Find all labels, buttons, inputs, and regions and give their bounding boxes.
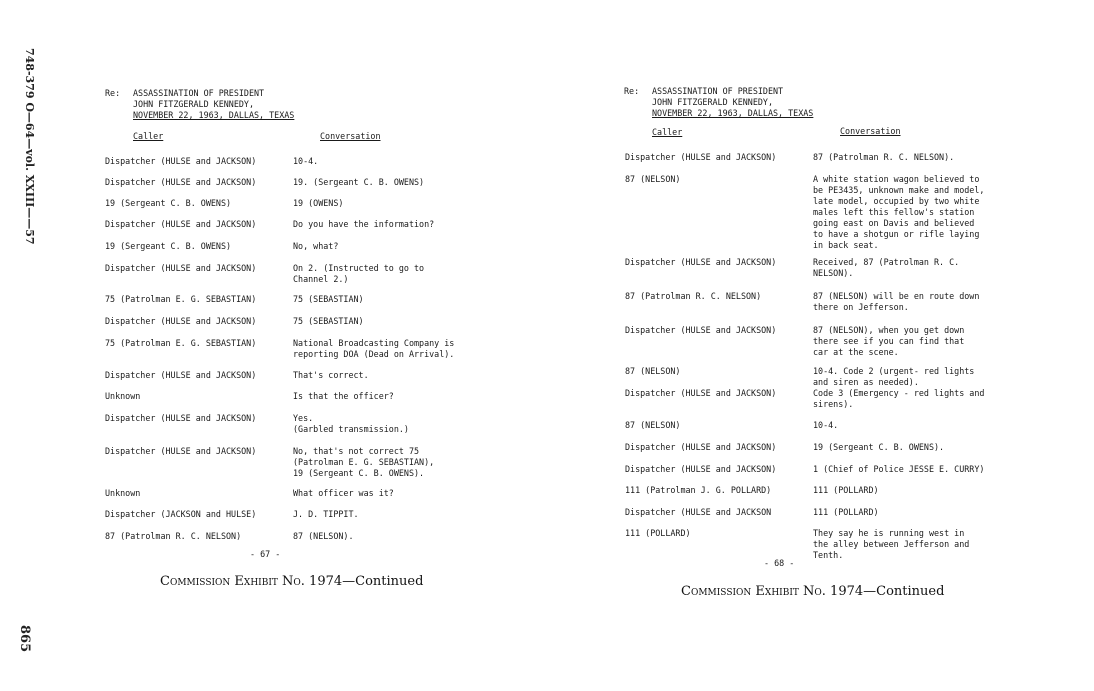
- caption-number: 1974—Continued: [304, 574, 424, 589]
- conversation-line: Yes.: [293, 413, 314, 423]
- caption-number: 1974—Continued: [825, 584, 945, 599]
- conversation-cell: [813, 442, 944, 453]
- conversation-cell: [293, 509, 359, 520]
- margin-note: 748-379 O—64—vol. XXIII——57: [23, 48, 36, 245]
- caller-cell: Dispatcher (HULSE and JACKSON): [105, 316, 257, 326]
- conversation-line: reporting DOA (Dead on Arrival).: [293, 349, 455, 359]
- conversation-line: sirens).: [813, 399, 854, 409]
- re-line: JOHN FITZGERALD KENNEDY,: [133, 99, 255, 109]
- conversation-line: J. D. TIPPIT.: [293, 509, 359, 519]
- conversation-cell: [293, 219, 434, 230]
- caller-cell: 19 (Sergeant C. B. OWENS): [105, 198, 232, 208]
- conversation-cell: [293, 391, 394, 402]
- conversation-cell: [813, 366, 974, 388]
- caller-cell: Dispatcher (HULSE and JACKSON): [625, 257, 777, 267]
- caller-cell: Dispatcher (HULSE and JACKSON): [625, 388, 777, 398]
- conversation-line: 75 (SEBASTIAN): [293, 294, 364, 304]
- re-line-date: NOVEMBER 22, 1963, DALLAS, TEXAS: [133, 110, 295, 120]
- caller-cell: Dispatcher (HULSE and JACKSON): [105, 370, 257, 380]
- caller-cell: 111 (Patrolman J. G. POLLARD): [625, 485, 772, 495]
- caller-cell: Unknown: [105, 488, 141, 498]
- page-number: - 67 -: [250, 549, 281, 559]
- caller-cell: 75 (Patrolman E. G. SEBASTIAN): [105, 338, 257, 348]
- conversation-cell: [293, 338, 454, 360]
- caller-cell: Dispatcher (HULSE and JACKSON): [105, 156, 257, 166]
- caller-cell: Dispatcher (HULSE and JACKSON): [105, 263, 257, 273]
- volume-page-number: 865: [17, 625, 32, 653]
- conversation-line: (Patrolman E. G. SEBASTIAN),: [293, 457, 435, 467]
- conversation-line: (Garbled transmission.): [293, 424, 409, 434]
- exhibit-caption: [160, 576, 423, 587]
- conversation-line: On 2. (Instructed to go to: [293, 263, 425, 273]
- conversation-cell: [813, 174, 984, 251]
- conversation-line: car at the scene.: [813, 347, 899, 357]
- caller-cell: Dispatcher (HULSE and JACKSON): [625, 325, 777, 335]
- conversation-line: be PE3435, unknown make and model,: [813, 185, 985, 195]
- caller-cell: Dispatcher (HULSE and JACKSON): [625, 442, 777, 452]
- re-line: JOHN FITZGERALD KENNEDY,: [652, 97, 774, 107]
- conversation-cell: [813, 325, 964, 358]
- conversation-line: Channel 2.): [293, 274, 349, 284]
- conversation-cell: [293, 316, 364, 327]
- caller-cell: 87 (NELSON): [625, 174, 681, 184]
- conversation-line: NELSON).: [813, 268, 854, 278]
- conversation-line: 10-4.: [293, 156, 319, 166]
- caller-cell: Dispatcher (HULSE and JACKSON): [105, 413, 257, 423]
- caller-cell: Dispatcher (HULSE and JACKSON): [625, 464, 777, 474]
- conversation-line: 19 (Sergeant C. B. OWENS).: [813, 442, 945, 452]
- conversation-line: 87 (NELSON) will be en route down: [813, 291, 980, 301]
- conversation-line: 87 (NELSON), when you get down: [813, 325, 965, 335]
- conversation-cell: [293, 488, 394, 499]
- conversation-cell: [813, 485, 879, 496]
- conversation-line: the alley between Jefferson and: [813, 539, 970, 549]
- conversation-header: Conversation: [840, 126, 901, 136]
- conversation-header: Conversation: [320, 131, 381, 141]
- caption-label: Commission Exhibit No.: [160, 574, 305, 589]
- conversation-line: Code 3 (Emergency - red lights and: [813, 388, 985, 398]
- conversation-cell: [293, 177, 424, 188]
- conversation-cell: [813, 152, 954, 163]
- conversation-cell: [293, 370, 369, 381]
- conversation-line: What officer was it?: [293, 488, 394, 498]
- re-line: ASSASSINATION OF PRESIDENT: [652, 86, 784, 96]
- conversation-cell: [813, 420, 838, 431]
- caller-cell: 87 (Patrolman R. C. NELSON): [625, 291, 762, 301]
- conversation-line: They say he is running west in: [813, 528, 965, 538]
- caption-label: Commission Exhibit No.: [681, 584, 826, 599]
- conversation-line: 19 (OWENS): [293, 198, 344, 208]
- re-line: ASSASSINATION OF PRESIDENT: [133, 88, 265, 98]
- conversation-cell: [813, 464, 984, 475]
- conversation-line: 87 (Patrolman R. C. NELSON).: [813, 152, 955, 162]
- caller-cell: 111 (POLLARD): [625, 528, 691, 538]
- caller-cell: Dispatcher (HULSE and JACKSON): [105, 219, 257, 229]
- conversation-cell: [813, 257, 959, 279]
- exhibit-caption: [681, 586, 944, 597]
- conversation-line: A white station wagon believed to: [813, 174, 980, 184]
- caller-cell: 87 (NELSON): [625, 366, 681, 376]
- conversation-cell: [293, 198, 343, 209]
- conversation-cell: [813, 291, 979, 313]
- conversation-line: 111 (POLLARD): [813, 507, 879, 517]
- caller-header: Caller: [652, 127, 683, 137]
- page-number: - 68 -: [764, 558, 795, 568]
- conversation-line: Is that the officer?: [293, 391, 394, 401]
- caller-cell: Dispatcher (HULSE and JACKSON): [105, 177, 257, 187]
- conversation-line: 87 (NELSON).: [293, 531, 354, 541]
- conversation-line: No, what?: [293, 241, 339, 251]
- caller-cell: Unknown: [105, 391, 141, 401]
- conversation-cell: [293, 156, 318, 167]
- caller-cell: 19 (Sergeant C. B. OWENS): [105, 241, 232, 251]
- conversation-line: 1 (Chief of Police JESSE E. CURRY): [813, 464, 985, 474]
- conversation-line: males left this fellow's station: [813, 207, 975, 217]
- caller-cell: 87 (NELSON): [625, 420, 681, 430]
- re-line-date: NOVEMBER 22, 1963, DALLAS, TEXAS: [652, 108, 814, 118]
- conversation-line: 10-4. Code 2 (urgent- red lights: [813, 366, 975, 376]
- conversation-line: to have a shotgun or rifle laying: [813, 229, 980, 239]
- conversation-line: That's correct.: [293, 370, 369, 380]
- conversation-cell: [293, 446, 434, 479]
- conversation-line: 111 (POLLARD): [813, 485, 879, 495]
- conversation-cell: [293, 294, 364, 305]
- page-68: [547, 0, 1094, 691]
- conversation-cell: [293, 241, 338, 252]
- conversation-line: No, that's not correct 75: [293, 446, 420, 456]
- conversation-cell: [813, 528, 969, 561]
- conversation-line: National Broadcasting Company is: [293, 338, 455, 348]
- conversation-line: late model, occupied by two white: [813, 196, 980, 206]
- conversation-cell: [293, 531, 354, 542]
- caller-cell: Dispatcher (HULSE and JACKSON): [105, 446, 257, 456]
- conversation-cell: [293, 413, 409, 435]
- caller-cell: Dispatcher (HULSE and JACKSON): [625, 152, 777, 162]
- conversation-line: 19 (Sergeant C. B. OWENS).: [293, 468, 425, 478]
- re-label: Re:: [624, 86, 640, 96]
- conversation-line: 10-4.: [813, 420, 839, 430]
- conversation-line: 75 (SEBASTIAN): [293, 316, 364, 326]
- conversation-line: in back seat.: [813, 240, 879, 250]
- conversation-line: Do you have the information?: [293, 219, 435, 229]
- caller-cell: 75 (Patrolman E. G. SEBASTIAN): [105, 294, 257, 304]
- conversation-cell: [293, 263, 424, 285]
- caller-cell: Dispatcher (JACKSON and HULSE): [105, 509, 257, 519]
- conversation-line: there on Jefferson.: [813, 302, 909, 312]
- conversation-line: Received, 87 (Patrolman R. C.: [813, 257, 960, 267]
- conversation-line: there see if you can find that: [813, 336, 965, 346]
- conversation-line: 19. (Sergeant C. B. OWENS): [293, 177, 425, 187]
- conversation-cell: [813, 388, 984, 410]
- conversation-line: going east on Davis and believed: [813, 218, 975, 228]
- caller-cell: Dispatcher (HULSE and JACKSON: [625, 507, 772, 517]
- conversation-cell: [813, 507, 879, 518]
- caller-cell: 87 (Patrolman R. C. NELSON): [105, 531, 242, 541]
- re-label: Re:: [105, 88, 121, 98]
- conversation-line: and siren as needed).: [813, 377, 919, 387]
- conversation-line: Tenth.: [813, 550, 844, 560]
- caller-header: Caller: [133, 131, 164, 141]
